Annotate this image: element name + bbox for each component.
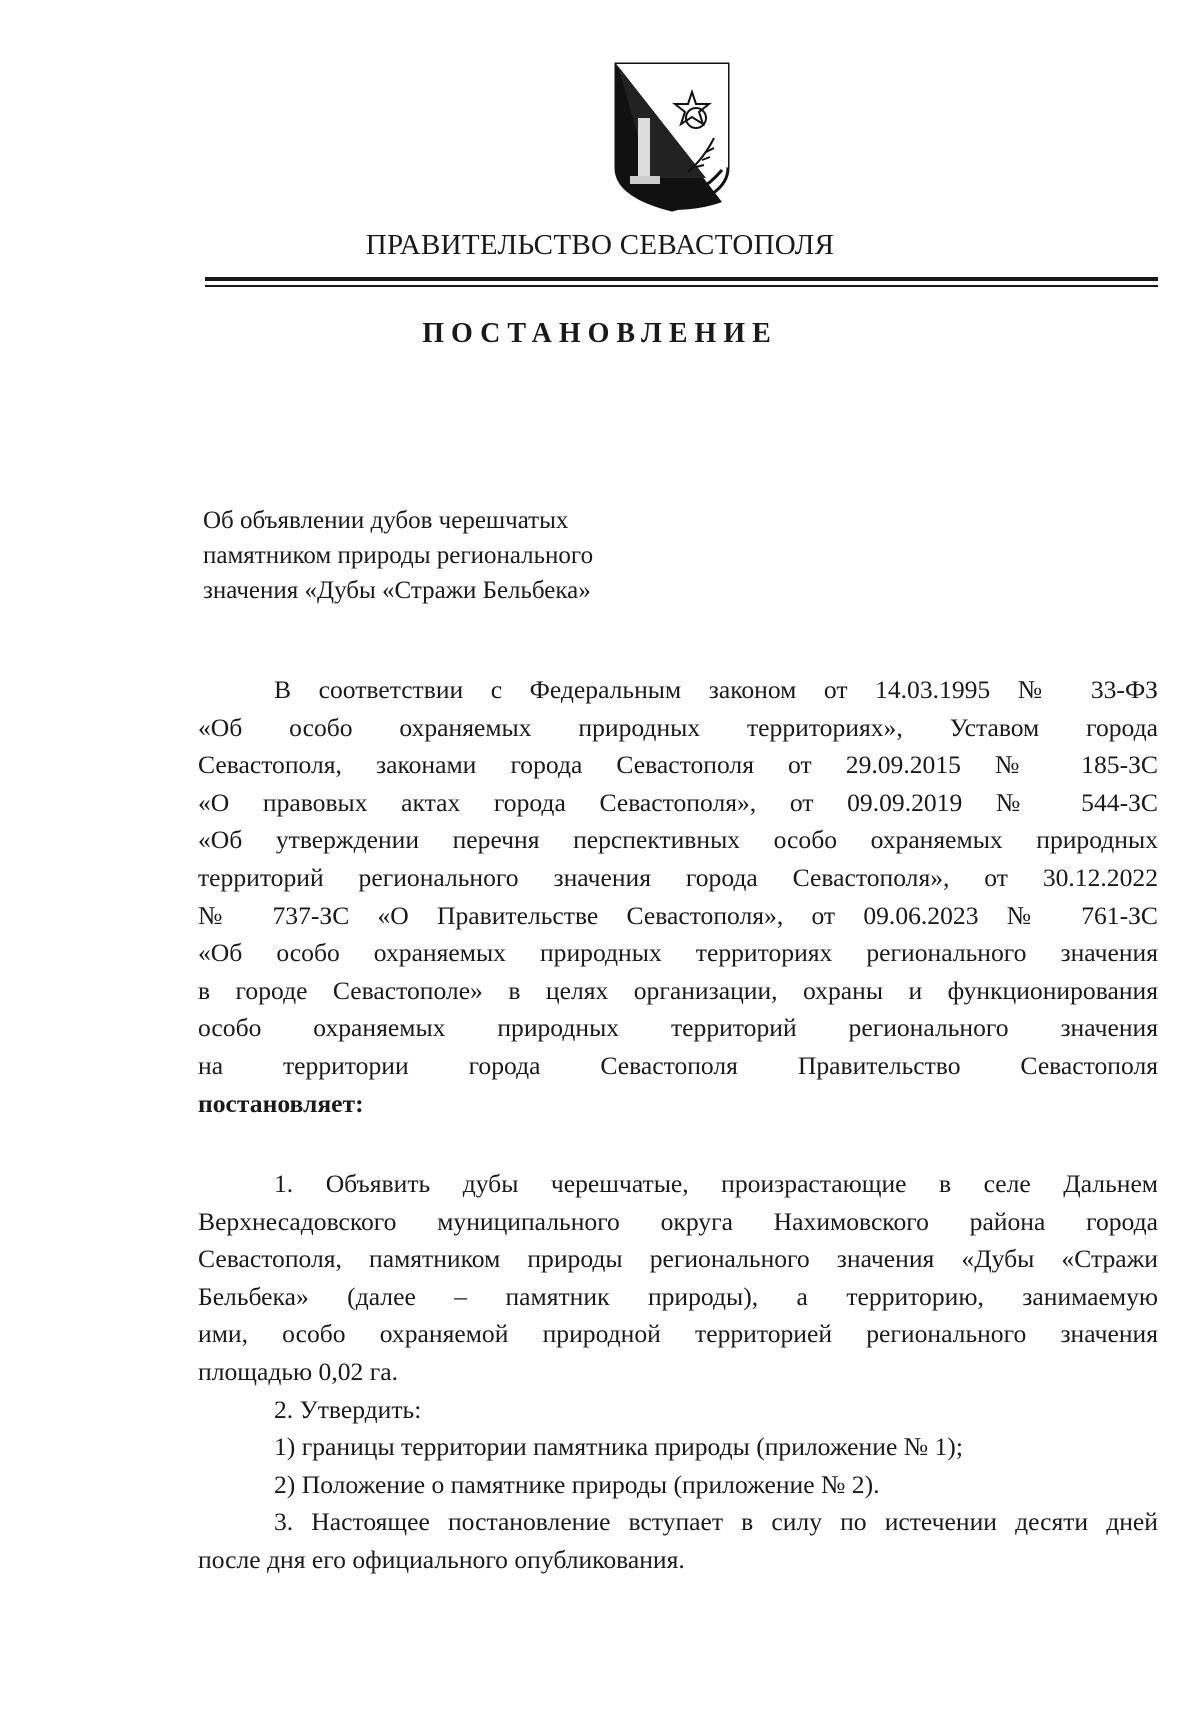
preamble [198,671,1158,1122]
preamble-line: Севастополя, законами города Севастополя от 29.09.2015 № 185-ЗС [198,750,1158,780]
preamble-line: особо охраняемых природных территорий регионального значения [198,1013,1158,1043]
item-2: 2. Утвердить: [274,1394,422,1424]
preamble-line: В соответствии с Федеральным законом от 14.03.1995 № 33-ФЗ [274,675,1158,704]
preamble-line: «О правовых актах города Севастополя», от 09.09.2019 № 544-ЗС [198,787,1158,817]
item-3-line: 3. Настоящее постановление вступает в силу по истечении десяти дней [274,1507,1158,1537]
government-title: ПРАВИТЕЛЬСТВО СЕВАСТОПОЛЯ [365,229,835,261]
preamble-line: «Об особо охраняемых природных территориях», Уставом города [198,712,1158,742]
resolution-items [198,1165,1158,1579]
preamble-line: на территории города Севастополя Правительство Севастополя [198,1050,1158,1080]
preamble-line: «Об утверждении перечня перспективных особо охраняемых природных [198,825,1158,855]
header-divider-thick [205,277,1158,281]
document-subject [203,503,763,608]
subject-line: значения «Дубы «Стражи Бельбека» [203,577,591,604]
item-2-sub-2: 2) Положение о памятнике природы (приложение № 2). [274,1469,880,1499]
item-1-line: ими, особо охраняемой природной территорией регионального значения [198,1319,1158,1349]
header-divider-thin [205,285,1158,287]
item-2-sub-1: 1) границы территории памятника природы (приложение № 1); [274,1432,963,1462]
item-1-line: Севастополя, памятником природы регионального значения «Дубы «Стражи [198,1244,1158,1274]
preamble-line: «Об особо охраняемых природных территориях регионального значения [198,938,1158,968]
item-1-last-line: площадью 0,02 га. [198,1356,398,1386]
coat-of-arms-icon [610,60,734,212]
item-3-last-line: после дня его официального опубликования. [198,1544,685,1574]
resolves-word: постановляет: [198,1088,364,1118]
subject-line: памятником природы регионального [203,542,594,569]
document-type: ПОСТАНОВЛЕНИЕ [422,318,778,349]
preamble-line: территорий регионального значения города Севастополя», от 30.12.2022 [198,862,1158,892]
preamble-line: № 737-ЗС «О Правительстве Севастополя», от 09.06.2023 № 761-ЗС [198,900,1158,930]
item-1-line: Верхнесадовского муниципального округа Нахимовского района города [198,1206,1158,1236]
subject-line: Об объявлении дубов черешчатых [203,507,569,534]
preamble-line: в городе Севастополе» в целях организации, охраны и функционирования [198,975,1158,1005]
item-1-line: Бельбека» (далее – памятник природы), а территорию, занимаемую [198,1281,1158,1311]
item-1-line: 1. Объявить дубы черешчатые, произрастающие в селе Дальнем [274,1169,1158,1198]
